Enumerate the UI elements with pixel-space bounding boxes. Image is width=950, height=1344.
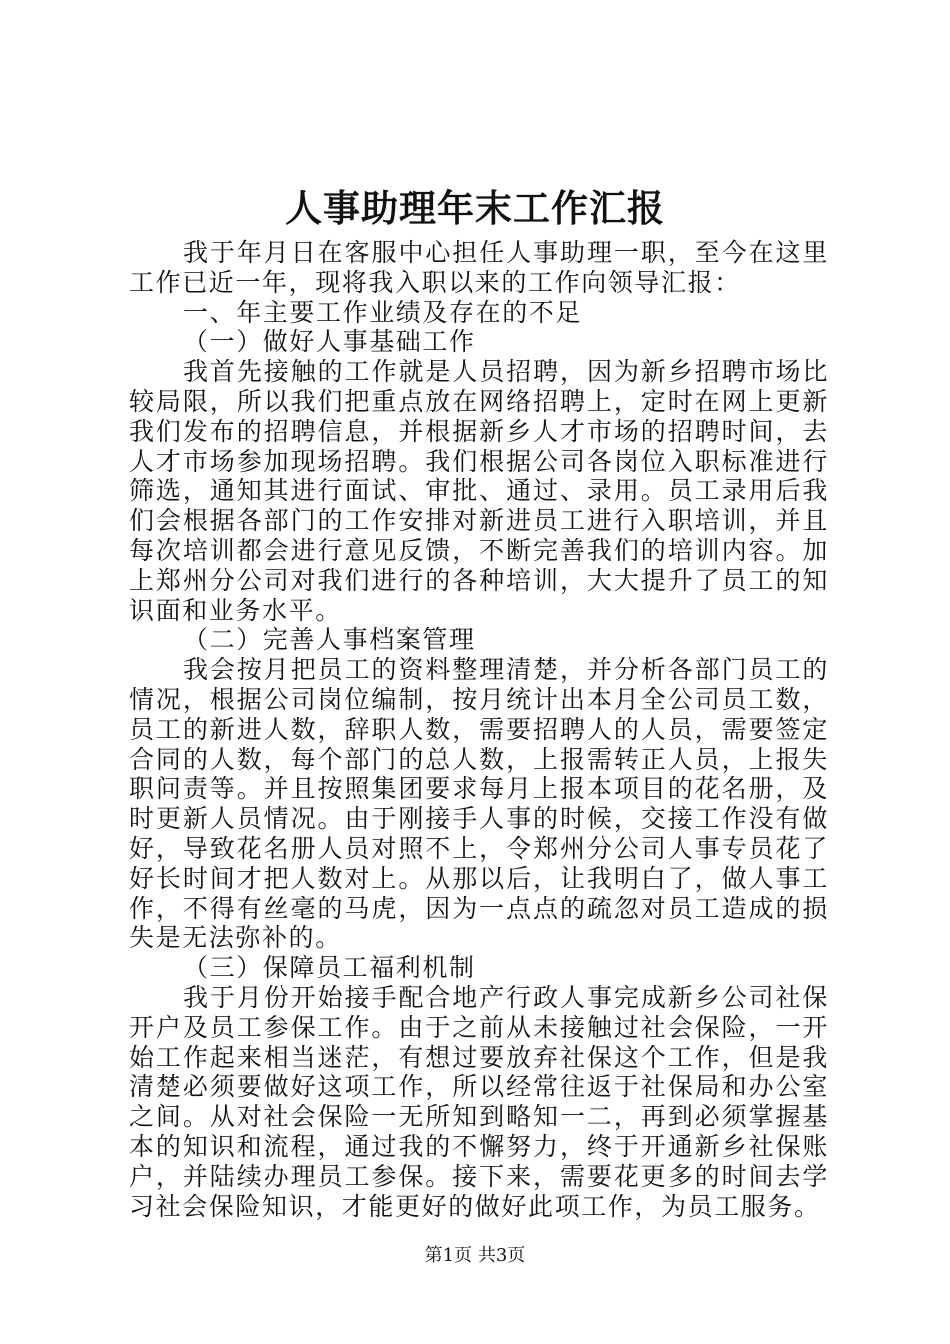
section-heading-1: 一、年主要工作业绩及存在的不足 — [183, 297, 583, 327]
subsection-heading-3: （三）保障员工福利机制 — [183, 953, 476, 983]
paragraph-records: 我会按月把员工的资料整理清楚，并分析各部门员工的情况，根据公司岗位编制，按月统计出本月全公司员工数，员工的新进人数，辞职人数，需要招聘人的人员，需要签定合同的人数，每个部门的总人数，上报需转正人员，上报失职问责等。并且按照集团要求每月上报本项目的花名册，及时更新人员情况。由于刚接手人事的时候，交接工作没有做好，导致花名册人员对照不上，令郑州分公司人事专员花了好长时间才把人数对上。从那以后，让我明白了，做人事工作，不得有丝毫的马虎，因为一点点的疏忽对员工造成的损失是无法弥补的。 — [129, 655, 829, 953]
subsection-heading-2: （二）完善人事档案管理 — [183, 625, 476, 655]
paragraph-welfare: 我于月份开始接手配合地产行政人事完成新乡公司社保开户及员工参保工作。由于之前从未接触过社会保险，一开始工作起来相当迷茫，有想过要放弃社保这个工作，但是我清楚必须要做好这项工作，所以经常往返于社保局和办公室之间。从对社会保险一无所知到略知一二，再到必须掌握基本的知识和流程，通过我的不懈努力，终于开通新乡社保账户，并陆续办理员工参保。接下来，需要花更多的时间去学习社会保险知识，才能更好的做好此项工作，为员工服务。 — [129, 982, 829, 1221]
subsection-heading-1: （一）做好人事基础工作 — [183, 327, 476, 357]
page-footer: 第1页 共3页 — [424, 1245, 526, 1266]
paragraph-recruitment: 我首先接触的工作就是人员招聘，因为新乡招聘市场比较局限，所以我们把重点放在网络招聘上，定时在网上更新我们发布的招聘信息，并根据新乡人才市场的招聘时间，去人才市场参加现场招聘。我们根据公司各岗位入职标准进行筛选，通知其进行面试、审批、通过、录用。员工录用后我们会根据各部门的工作安排对新进员工进行入职培训，并且每次培训都会进行意见反馈，不断完善我们的培训内容。加上郑州分公司对我们进行的各种培训，大大提升了员工的知识面和业务水平。 — [129, 357, 829, 625]
document-body — [129, 238, 829, 1221]
document-title: 人事助理年末工作汇报 — [285, 186, 665, 230]
paragraph-intro: 我于年月日在客服中心担任人事助理一职，至今在这里工作已近一年，现将我入职以来的工作向领导汇报： — [129, 238, 829, 297]
